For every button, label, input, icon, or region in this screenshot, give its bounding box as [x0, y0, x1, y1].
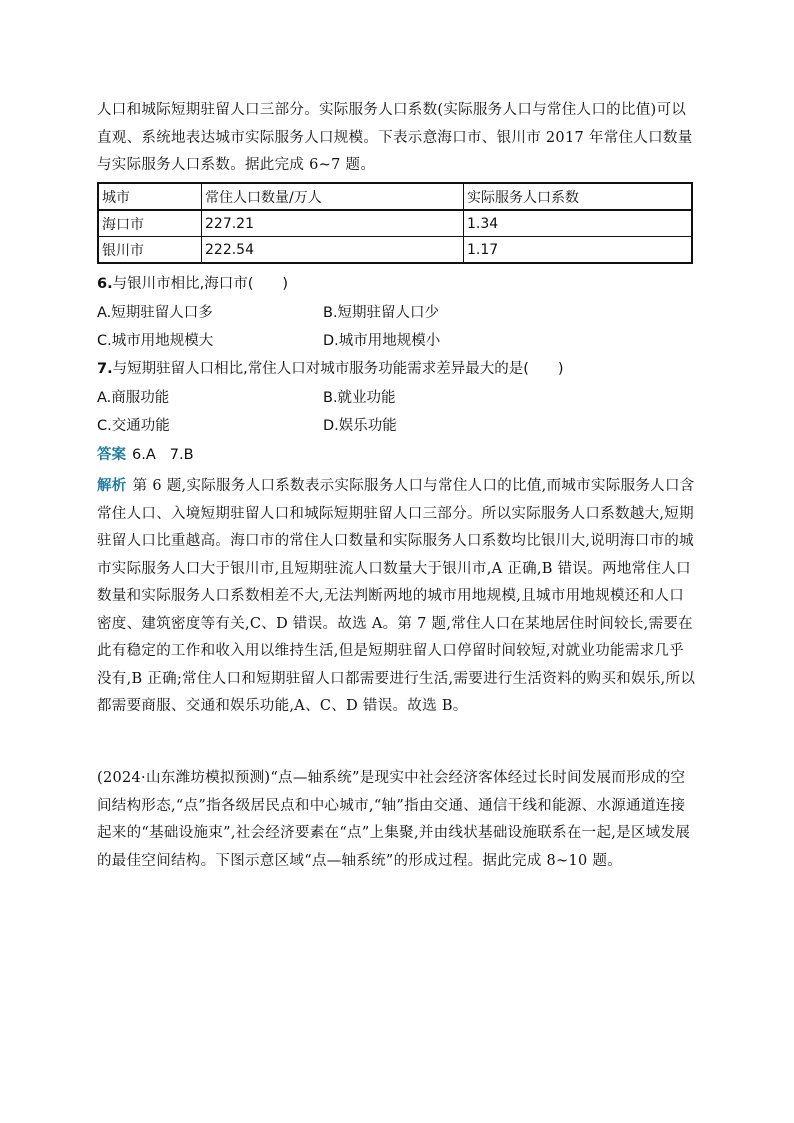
header-city: 城市: [98, 183, 202, 210]
table-cell-population: 227.21: [202, 210, 464, 237]
table-cell-city: 银川市: [98, 237, 202, 264]
answer-label: 答案: [97, 447, 126, 463]
analysis-text: 第 6 题,实际服务人口系数表示实际服务人口与常住人口的比值,而城市实际服务人口含常住人口、入境短期驻留人口和城际短期驻留人口三部分。所以实际服务人口系数越大,短期驻留人口比重越高。海口市的常住人口数量和实际服务人口系数均比银川大,说明海口市的城市实际服务人口大于银川市,且短期驻流人口数量大于银川市,A 正确,B 错误。两地常住人口数量和实际服务人口系数相差不大,无法判断两地的城市用地规模,且城市用地规模还和人口密度、建筑密度等有关,C、D 错误。故选 A。第 7 题,常住人口在某地居住时间较长,需要在此有稳定的工作和收入用以维持生活,但是短期驻留人口停留时间较短,对就业功能需求几乎没有,B 正确;常住人口和短期驻留人口都需要进行生活,需要进行生活资料的购买和娱乐,所以都需要商服、交通和娱乐功能,A、C、D 错误。故选 B。: [97, 478, 696, 714]
table-header-row: [98, 183, 692, 210]
table-cell-population: 222.54: [202, 237, 464, 264]
q6-option-c: C.城市用地规模大: [97, 333, 214, 349]
population-table: [97, 182, 693, 264]
analysis-block: [97, 472, 697, 721]
intro-passage: 人口和城际短期驻留人口三部分。实际服务人口系数(实际服务人口与常住人口的比值)可以直观、系统地表达城市实际服务人口规模。下表示意海口市、银川市 2017 年常住人口数量与实际服务人口系数。据此完成 6~7 题。: [97, 102, 693, 173]
analysis-label: 解析: [97, 477, 127, 494]
answer-7: 7.B: [169, 447, 194, 463]
question-7-number: 7.: [97, 361, 113, 377]
answer-line: [97, 443, 194, 464]
question-7-stem: 与短期驻留人口相比,常住人口对城市服务功能需求差异最大的是( ): [112, 361, 564, 377]
table-cell-coefficient: 1.17: [464, 237, 693, 264]
question-6: [97, 272, 288, 293]
q7-option-b: B.就业功能: [323, 390, 396, 406]
table-cell-coefficient: 1.34: [464, 210, 693, 237]
q6-option-d: D.城市用地规模小: [323, 333, 441, 349]
q7-option-c: C.交通功能: [97, 418, 170, 434]
answer-6: 6.A: [132, 447, 156, 463]
header-service-coefficient: 实际服务人口系数: [464, 183, 693, 210]
q6-option-a: A.短期驻留人口多: [97, 305, 213, 321]
header-resident-population: 常住人口数量/万人: [202, 183, 464, 210]
table-cell-city: 海口市: [98, 210, 202, 237]
q7-option-d: D.娱乐功能: [323, 418, 397, 434]
q7-option-a: A.商服功能: [97, 390, 170, 406]
question-6-stem: 与银川市相比,海口市( ): [112, 276, 289, 292]
table-row: [98, 237, 692, 264]
table-row: [98, 210, 692, 237]
question-7: [97, 357, 564, 378]
q6-option-b: B.短期驻留人口少: [323, 305, 440, 321]
next-passage: (2024·山东潍坊模拟预测)“点—轴系统”是现实中社会经济客体经过长时间发展而形成的空间结构形态,“点”指各级居民点和中心城市,“轴”指由交通、通信干线和能源、水源通道连接起来的“基础设施束”,社会经济要素在“点”上集聚,并由线状基础设施联系在一起,是区域发展的最佳空间结构。下图示意区域“点—轴系统”的形成过程。据此完成 8~10 题。: [97, 770, 691, 869]
question-6-number: 6.: [97, 276, 113, 292]
